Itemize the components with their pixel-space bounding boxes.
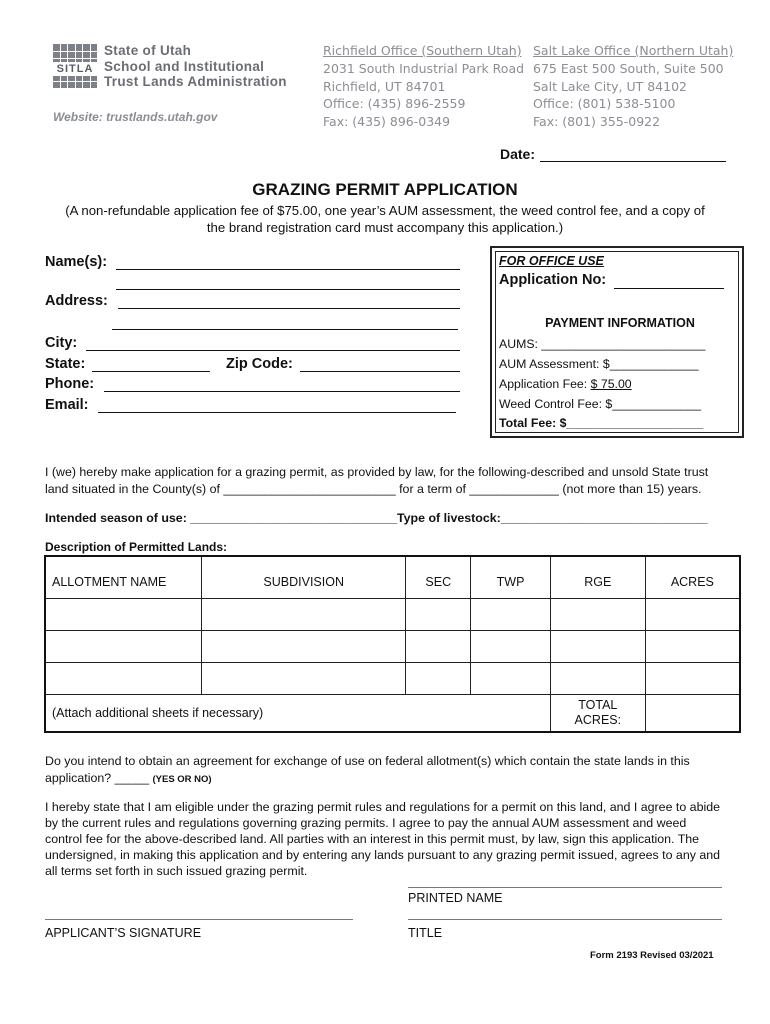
- address-field[interactable]: [118, 308, 460, 309]
- form-subtitle: (A non-refundable application fee of $75.00, one year’s AUM assessment, the weed control fee, and a copy of the brand registration card must accompany this application.): [65, 203, 705, 235]
- header-twp: TWP: [471, 556, 551, 598]
- cell[interactable]: [202, 598, 406, 630]
- cell[interactable]: [45, 598, 202, 630]
- table-row[interactable]: [45, 598, 740, 630]
- header-sec: SEC: [406, 556, 471, 598]
- zip-field[interactable]: [300, 371, 460, 372]
- application-no-field[interactable]: [614, 288, 724, 289]
- cell[interactable]: [202, 630, 406, 662]
- cell[interactable]: [550, 630, 645, 662]
- application-fee-row: Application Fee: $ 75.00: [499, 377, 632, 391]
- state-field[interactable]: [92, 371, 210, 372]
- printed-name-field[interactable]: [408, 887, 722, 888]
- names-field-2[interactable]: [116, 289, 460, 290]
- address-label: Address:: [45, 293, 108, 309]
- date-label: Date:: [500, 146, 536, 162]
- total-fee-row[interactable]: Total Fee: $____________________: [499, 416, 704, 430]
- header-acres: ACRES: [645, 556, 740, 598]
- title-field[interactable]: [408, 919, 722, 920]
- email-field[interactable]: [98, 412, 456, 413]
- declaration-text: I (we) hereby make application for a grazing permit, as provided by law, for the following-described and unsold State trust land situated in the County(s) of _________________________ for a term of _____________ (not more than 15) years.: [45, 465, 709, 496]
- form-title: GRAZING PERMIT APPLICATION: [252, 180, 518, 199]
- description-label: Description of Permitted Lands:: [45, 540, 228, 554]
- email-label: Email:: [45, 397, 89, 413]
- header-subdivision: SUBDIVISION: [202, 556, 406, 598]
- cell[interactable]: [645, 662, 740, 694]
- signature-field[interactable]: [45, 919, 353, 920]
- form-number: Form 2193 Revised 03/2021: [590, 950, 714, 961]
- agency-name: State of Utah School and Institutional Trust Lands Administration: [104, 43, 287, 89]
- eligibility-statement: I hereby state that I am eligible under the grazing permit rules and regulations for a permit on this land, and I agree to abide by the current rules and regulations governing grazing permits. I agree to pay the annual AUM assessment and weed control fee for the above-described land. All parties with an interest in this permit must, by law, sign this application. The undersigned, in making this application and by entering any lands pursuant to any grazing permit issued, agrees to any and all terms set forth in such issued grazing permit.: [45, 800, 721, 878]
- table-row[interactable]: [45, 630, 740, 662]
- cell[interactable]: [202, 662, 406, 694]
- cell[interactable]: [645, 598, 740, 630]
- header-rge: RGE: [550, 556, 645, 598]
- names-label: Name(s):: [45, 254, 108, 270]
- permitted-lands-table: [44, 555, 741, 733]
- weed-control-fee-row[interactable]: Weed Control Fee: $_____________: [499, 397, 702, 411]
- cell[interactable]: [45, 662, 202, 694]
- cell[interactable]: [471, 598, 551, 630]
- cell[interactable]: [471, 662, 551, 694]
- application-no-label: Application No:: [499, 272, 607, 288]
- phone-label: Phone:: [45, 376, 95, 392]
- city-label: City:: [45, 335, 78, 351]
- date-field[interactable]: [540, 161, 726, 162]
- title-label: TITLE: [408, 926, 443, 940]
- table-header-row: [45, 556, 740, 598]
- cell[interactable]: [406, 630, 471, 662]
- address-field-2[interactable]: [112, 329, 458, 330]
- salt-lake-office: Salt Lake Office (Northern Utah) 675 East 500 South, Suite 500 Salt Lake City, UT 84102 Office: (801) 538-5100 Fax: (801) 355-0922: [533, 43, 734, 130]
- total-acres-label: TOTAL ACRES:: [550, 694, 645, 732]
- city-field[interactable]: [86, 350, 460, 351]
- aums-row[interactable]: AUMS: ________________________: [499, 337, 706, 351]
- cell[interactable]: [550, 662, 645, 694]
- zip-label: Zip Code:: [226, 356, 293, 372]
- application-fee-value: $ 75.00: [590, 377, 632, 391]
- total-acres-field[interactable]: [645, 694, 740, 732]
- cell[interactable]: [45, 630, 202, 662]
- cell[interactable]: [550, 598, 645, 630]
- office-use-header: FOR OFFICE USE: [499, 254, 604, 268]
- richfield-office: Richfield Office (Southern Utah) 2031 South Industrial Park Road Richfield, UT 84701 Office: (435) 896-2559 Fax: (435) 896-0349: [323, 43, 525, 130]
- printed-name-label: PRINTED NAME: [408, 891, 503, 905]
- names-field[interactable]: [116, 269, 460, 270]
- cell[interactable]: [471, 630, 551, 662]
- table-row[interactable]: [45, 662, 740, 694]
- website-link[interactable]: Website: trustlands.utah.gov: [53, 110, 218, 124]
- logo-text: SITLA: [53, 62, 97, 76]
- header-allotment-name: ALLOTMENT NAME: [45, 556, 202, 598]
- table-total-row: [45, 694, 740, 732]
- state-label: State:: [45, 356, 86, 372]
- applicant-signature-label: APPLICANT’S SIGNATURE: [45, 926, 202, 940]
- cell[interactable]: [406, 662, 471, 694]
- payment-info-header: PAYMENT INFORMATION: [545, 316, 695, 330]
- cell[interactable]: [406, 598, 471, 630]
- attach-note: (Attach additional sheets if necessary): [45, 694, 550, 732]
- yes-no-hint: (YES OR NO): [152, 774, 212, 785]
- phone-field[interactable]: [104, 391, 460, 392]
- cell[interactable]: [645, 630, 740, 662]
- exchange-question: Do you intend to obtain an agreement for exchange of use on federal allotment(s) which contain the state lands in this application? _____ (YES OR NO): [45, 754, 690, 785]
- aum-assessment-row[interactable]: AUM Assessment: $_____________: [499, 357, 699, 371]
- season-livestock-line[interactable]: Intended season of use: ______________________________Type of livestock:______________________________: [45, 511, 708, 525]
